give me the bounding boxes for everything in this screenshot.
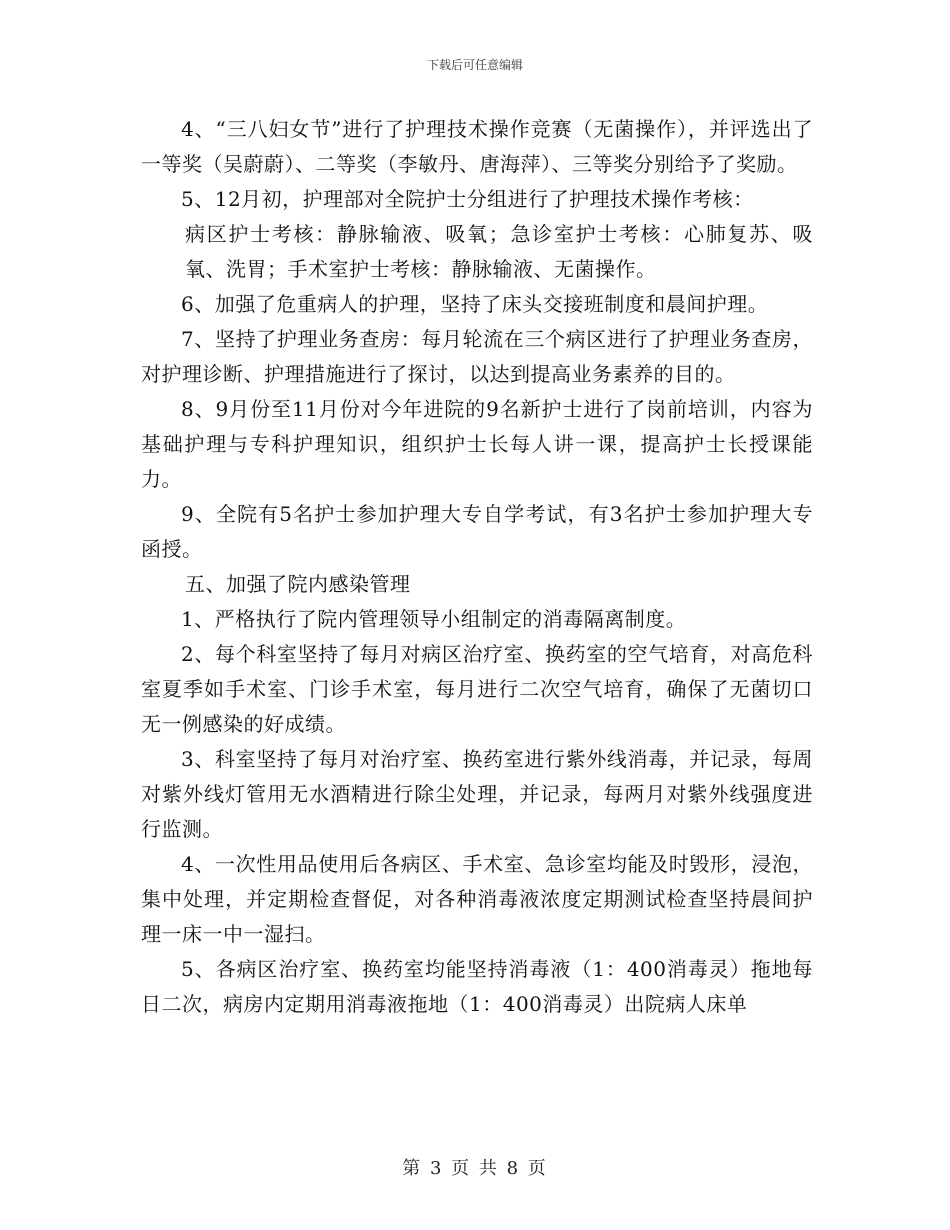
- paragraph-item-6: 6、加强了危重病人的护理，坚持了床头交接班制度和晨间护理。: [181, 292, 769, 316]
- paragraph-infection-1: 1、严格执行了院内管理领导小组制定的消毒隔离制度。: [181, 607, 687, 631]
- page-number-footer: 第 3 页 共 8 页: [402, 1158, 548, 1179]
- paragraph-infection-4: 4、一次性用品使用后各病区、手术室、急诊室均能及时毁形，浸泡，集中处理，并定期检查督促，对各种消毒液浓度定期测试检查坚持晨间护理一床一中一湿扫。: [141, 852, 813, 946]
- paragraph-item-9: 9、全院有5名护士参加护理大专自学考试，有3名护士参加护理大专函授。: [141, 502, 813, 561]
- paragraph-item-4: 4、“三八妇女节”进行了护理技术操作竞赛（无菌操作），并评选出了一等奖（吴蔚蔚）、二等奖（李敏丹、唐海萍）、三等奖分别给予了奖励。: [141, 117, 813, 176]
- section-heading: 五、加强了院内感染管理: [185, 572, 411, 596]
- document-body: [141, 112, 813, 1022]
- paragraph-item-7: 7、坚持了护理业务查房：每月轮流在三个病区进行了护理业务查房，对护理诊断、护理措施进行了探讨，以达到提高业务素养的目的。: [141, 327, 813, 386]
- header-note: 下载后可任意编辑: [426, 58, 523, 72]
- paragraph-infection-5: 5、各病区治疗室、换药室均能坚持消毒液（1：400消毒灵）拖地每日二次，病房内定期用消毒液拖地（1：400消毒灵）出院病人床单: [141, 957, 813, 1016]
- paragraph-item-8: 8、9月份至11月份对今年进院的9名新护士进行了岗前培训，内容为基础护理与专科护理知识，组织护士长每人讲一课，提高护士长授课能力。: [141, 397, 813, 491]
- paragraph-item-5: 5、12月初，护理部对全院护士分组进行了护理技术操作考核：: [181, 187, 754, 211]
- paragraph-infection-2: 2、每个科室坚持了每月对病区治疗室、换药室的空气培育，对高危科室夏季如手术室、门诊手术室，每月进行二次空气培育，确保了无菌切口无一例感染的好成绩。: [141, 642, 813, 736]
- paragraph-assessment-details: 病区护士考核：静脉输液、吸氧；急诊室护士考核：心肺复苏、吸氧、洗胃；手术室护士考核：静脉输液、无菌操作。: [185, 222, 813, 281]
- paragraph-infection-3: 3、科室坚持了每月对治疗室、换药室进行紫外线消毒，并记录，每周对紫外线灯管用无水酒精进行除尘处理，并记录，每两月对紫外线强度进行监测。: [141, 747, 813, 841]
